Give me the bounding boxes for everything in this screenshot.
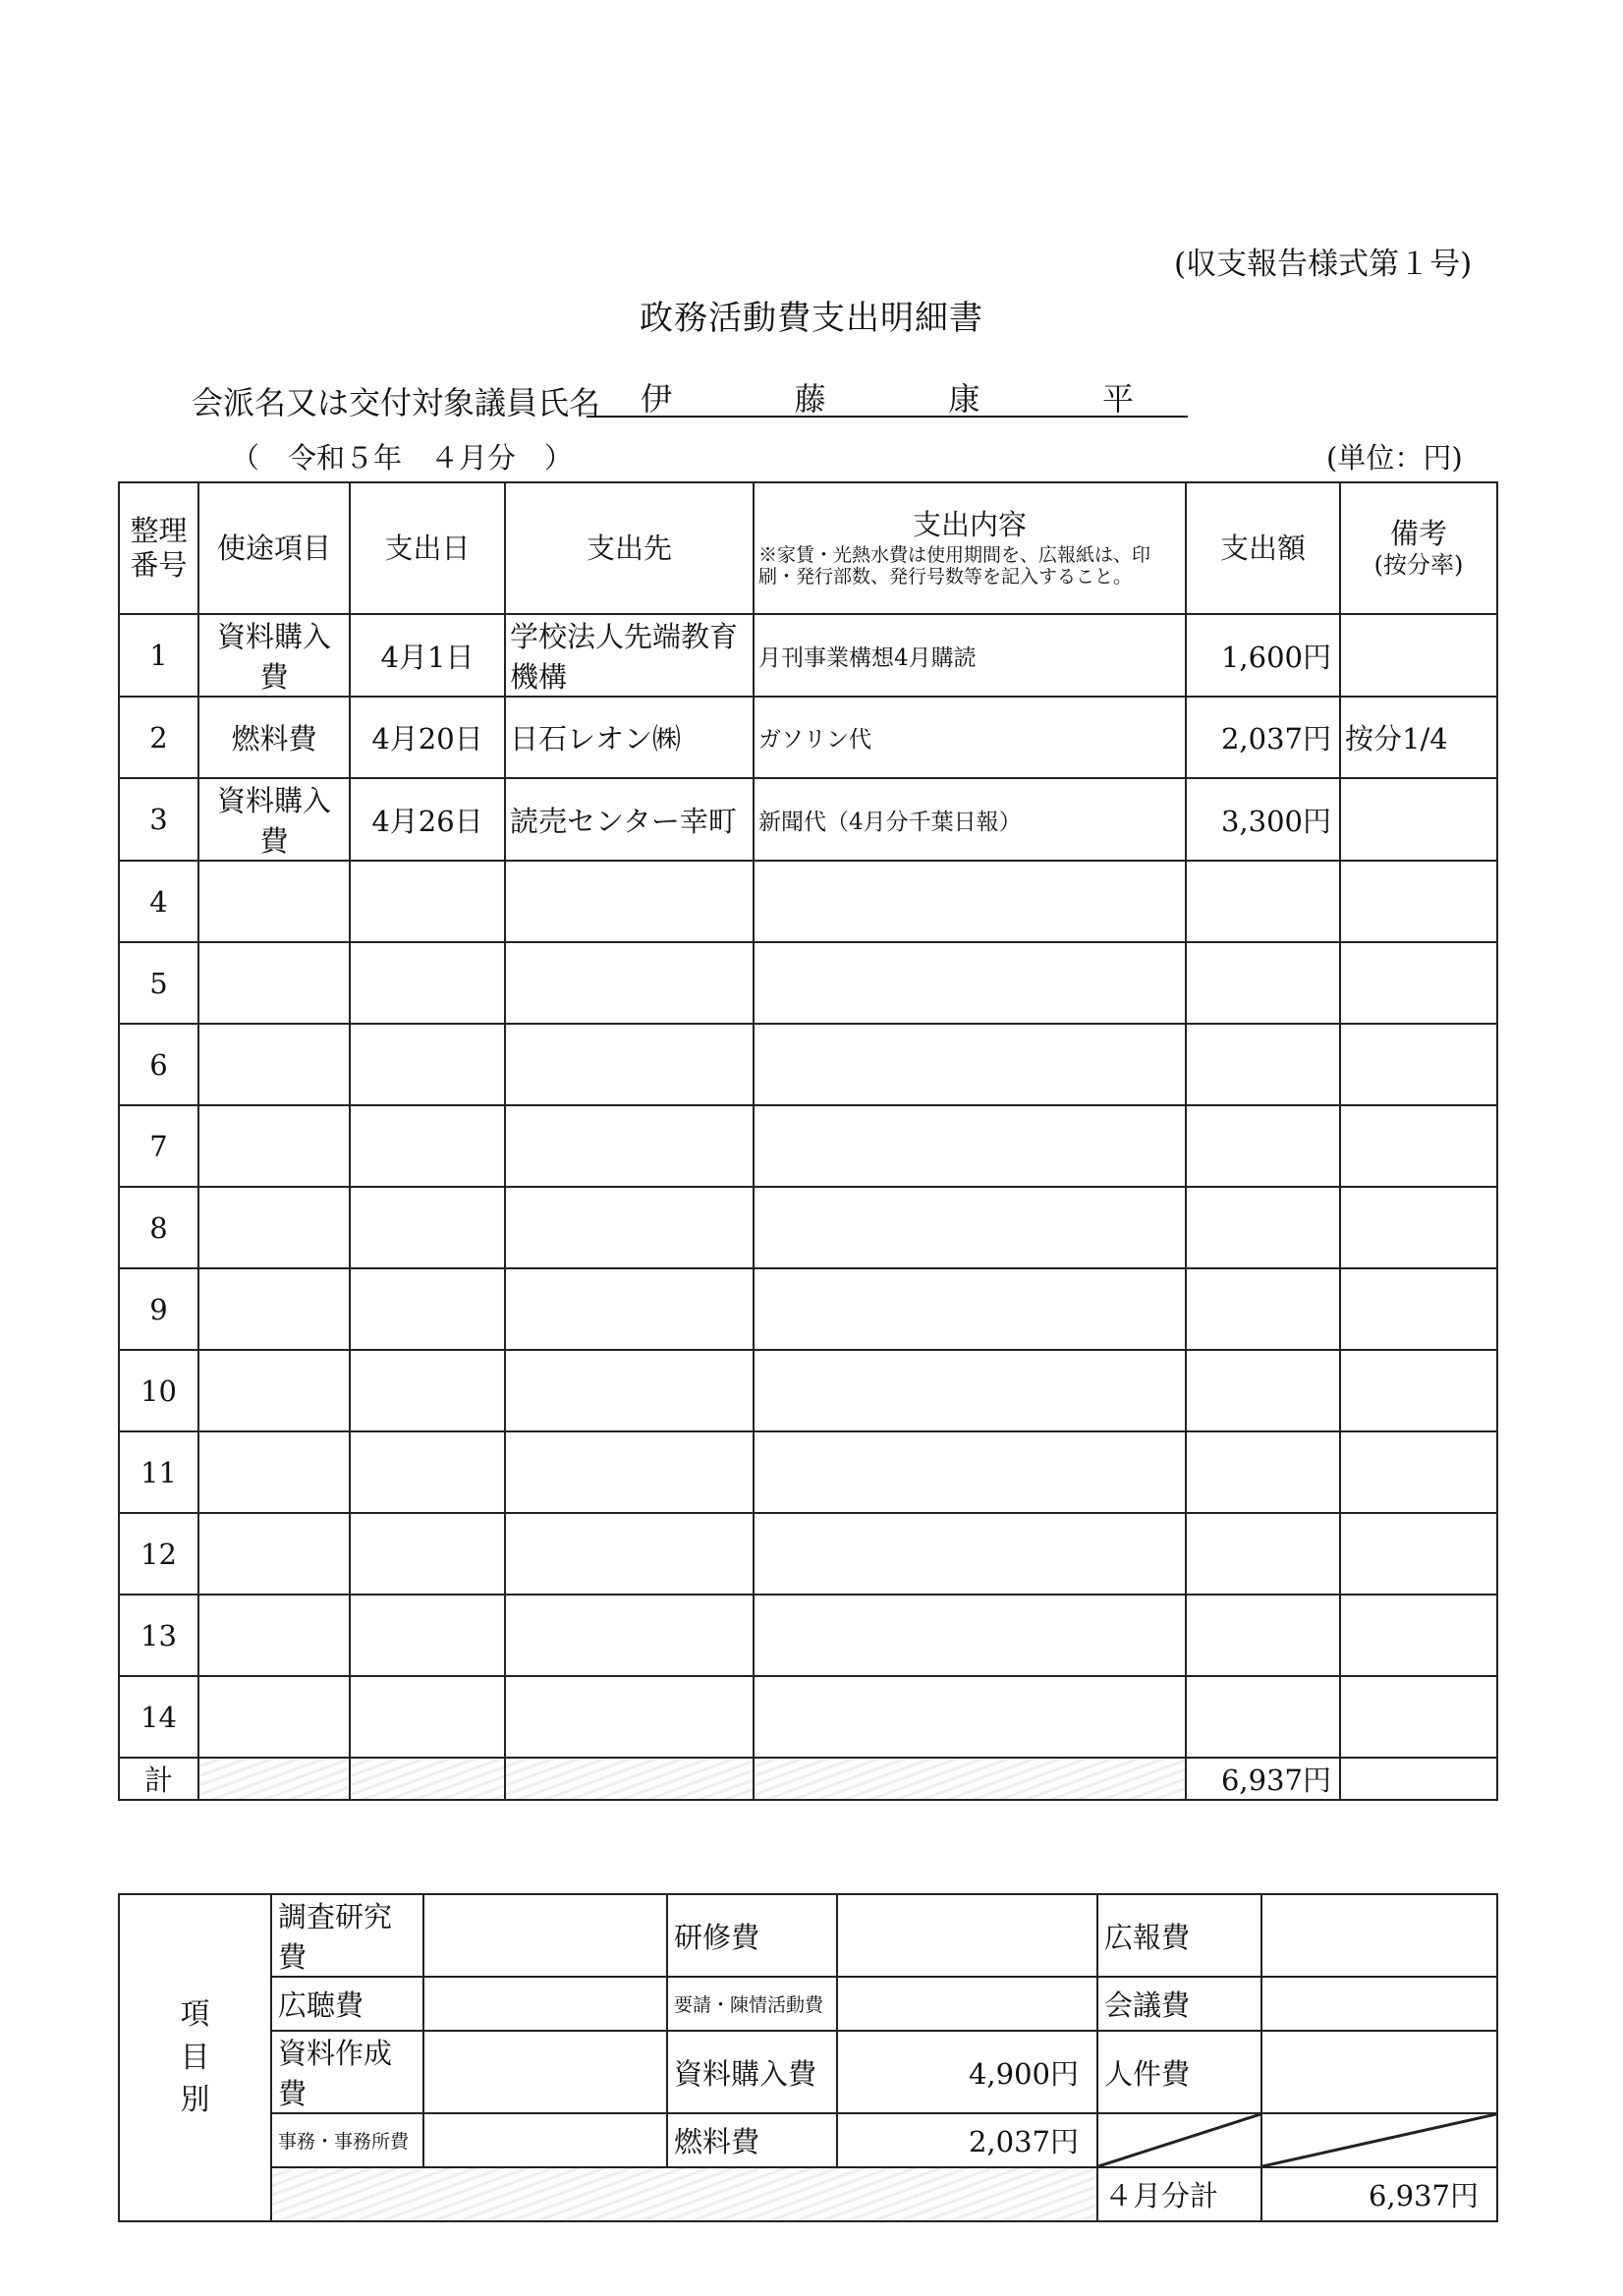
summary-label: 広聴費 [271,1977,423,2031]
header-content-note: ※家賃・光熱水費は使用期間を、広報紙は、印刷・発行部数、発行号数等を記入すること。 [758,543,1151,588]
summary-value [1261,2031,1497,2113]
row-remarks [1340,1024,1497,1105]
row-payee [505,1676,754,1758]
table-row [119,1350,1497,1431]
row-amount [1186,1024,1340,1105]
row-remarks [1340,942,1497,1024]
row-purpose: 資料購入費 [198,614,350,697]
table-header-row [119,482,1497,614]
row-purpose [198,861,350,942]
row-no: 4 [119,861,198,942]
expense-table [118,481,1498,1801]
row-content [754,1676,1186,1758]
table-row [119,861,1497,942]
row-date [350,1187,505,1268]
row-content [754,1350,1186,1431]
month-total-value: 6,937円 [1261,2167,1497,2221]
row-remarks [1340,1187,1497,1268]
header-content-label: 支出内容 [912,507,1027,541]
member-label: 会派名又は交付対象議員氏名 [192,384,601,421]
summary-label: 資料作成費 [271,2031,423,2113]
row-remarks [1340,1513,1497,1595]
table-row [119,1513,1497,1595]
row-amount [1186,1187,1340,1268]
row-content [754,1595,1186,1676]
header-date: 支出日 [350,482,505,614]
summary-row [119,1977,1497,2031]
summary-row [119,2031,1497,2113]
diagonal-line [1098,2114,1260,2166]
member-name [587,374,1188,418]
member-name-char: 康 [948,380,980,418]
header-remarks-sub: (按分率) [1373,551,1464,579]
summary-crossed-cell [1097,2113,1261,2167]
summary-value [423,2031,667,2113]
row-no: 14 [119,1676,198,1758]
summary-row-label-char: 項 [180,1997,210,2033]
row-no: 12 [119,1513,198,1595]
row-payee: 日石レオン㈱ [505,697,754,778]
row-remarks [1340,614,1497,697]
row-payee [505,1431,754,1513]
row-no: 5 [119,942,198,1024]
row-content [754,942,1186,1024]
summary-blank [271,2167,1097,2221]
row-date [350,1595,505,1676]
row-payee [505,1268,754,1350]
row-purpose: 資料購入費 [198,778,350,861]
row-content: 新聞代（4月分千葉日報） [754,778,1186,861]
table-row [119,1105,1497,1187]
member-name-char: 伊 [641,380,673,418]
summary-row [119,1894,1497,1977]
total-amount: 6,937円 [1186,1758,1340,1800]
summary-value [423,1977,667,2031]
table-row [119,1024,1497,1105]
row-no: 13 [119,1595,198,1676]
header-no: 整理番号 [119,482,198,614]
table-row [119,1595,1497,1676]
summary-label: 広報費 [1097,1894,1261,1977]
row-amount: 3,300円 [1186,778,1340,861]
row-payee [505,1105,754,1187]
row-content [754,1268,1186,1350]
member-name-char: 藤 [794,380,826,418]
row-purpose [198,1676,350,1758]
table-row [119,614,1497,697]
row-no: 11 [119,1431,198,1513]
row-date [350,1431,505,1513]
row-remarks [1340,1105,1497,1187]
form-code: (収支報告様式第１号) [1174,247,1473,282]
row-content: ガソリン代 [754,697,1186,778]
row-amount [1186,1595,1340,1676]
table-row [119,942,1497,1024]
header-content [754,482,1186,614]
summary-value [1261,1894,1497,1977]
row-no: 6 [119,1024,198,1105]
row-date [350,1676,505,1758]
table-row [119,1431,1497,1513]
report-period: （ 令和５年 ４月分 ） [231,441,574,475]
summary-label: 燃料費 [667,2113,837,2167]
summary-value [1261,1977,1497,2031]
total-blank [198,1758,350,1800]
table-row [119,1676,1497,1758]
row-remarks [1340,1268,1497,1350]
row-content [754,861,1186,942]
row-purpose [198,1024,350,1105]
header-purpose: 使途項目 [198,482,350,614]
row-content [754,1187,1186,1268]
row-amount [1186,1676,1340,1758]
row-content [754,1105,1186,1187]
row-remarks [1340,861,1497,942]
row-date [350,1513,505,1595]
row-content: 月刊事業構想4月購読 [754,614,1186,697]
row-content [754,1024,1186,1105]
header-remarks-label: 備考 [1389,517,1447,551]
row-remarks [1340,1595,1497,1676]
row-no: 9 [119,1268,198,1350]
row-remarks [1340,1431,1497,1513]
row-date: 4月20日 [350,697,505,778]
summary-row [119,2167,1497,2221]
table-row [119,1268,1497,1350]
summary-value: 2,037円 [837,2113,1097,2167]
summary-value: 4,900円 [837,2031,1097,2113]
total-blank [505,1758,754,1800]
summary-label: 人件費 [1097,2031,1261,2113]
row-amount [1186,861,1340,942]
row-content [754,1431,1186,1513]
summary-label: 資料購入費 [667,2031,837,2113]
month-total-label: ４月分計 [1097,2167,1261,2221]
total-remarks [1340,1758,1497,1800]
row-purpose [198,1350,350,1431]
row-date [350,1105,505,1187]
row-purpose [198,1431,350,1513]
row-remarks: 按分1/4 [1340,697,1497,778]
row-remarks [1340,778,1497,861]
row-amount [1186,1431,1340,1513]
total-row [119,1758,1497,1800]
row-payee [505,1024,754,1105]
row-payee [505,1350,754,1431]
row-payee [505,1595,754,1676]
row-amount: 1,600円 [1186,614,1340,697]
row-remarks [1340,1350,1497,1431]
row-amount: 2,037円 [1186,697,1340,778]
summary-crossed-cell [1261,2113,1497,2167]
table-row [119,778,1497,861]
summary-value [837,1894,1097,1977]
row-payee [505,1513,754,1595]
row-amount [1186,942,1340,1024]
row-no: 7 [119,1105,198,1187]
row-amount [1186,1268,1340,1350]
row-purpose [198,942,350,1024]
row-purpose [198,1187,350,1268]
header-remarks [1340,482,1497,614]
row-no: 2 [119,697,198,778]
row-amount [1186,1350,1340,1431]
row-date [350,1268,505,1350]
total-label: 計 [119,1758,198,1800]
row-no: 1 [119,614,198,697]
summary-row-label [119,1894,271,2221]
row-purpose: 燃料費 [198,697,350,778]
row-purpose [198,1595,350,1676]
header-payee: 支出先 [505,482,754,614]
row-payee: 学校法人先端教育機構 [505,614,754,697]
total-blank [754,1758,1186,1800]
row-payee [505,942,754,1024]
row-purpose [198,1105,350,1187]
row-content [754,1513,1186,1595]
row-no: 3 [119,778,198,861]
summary-value [837,1977,1097,2031]
summary-row-label-char: 別 [180,2083,210,2118]
row-purpose [198,1268,350,1350]
table-row [119,1187,1497,1268]
category-summary-table [118,1893,1498,2222]
row-payee [505,1187,754,1268]
total-blank [350,1758,505,1800]
row-amount [1186,1105,1340,1187]
summary-row [119,2113,1497,2167]
row-no: 10 [119,1350,198,1431]
summary-value [423,1894,667,1977]
row-payee: 読売センター幸町 [505,778,754,861]
summary-label: 事務・事務所費 [271,2113,423,2167]
row-date: 4月26日 [350,778,505,861]
row-payee [505,861,754,942]
diagonal-line [1262,2114,1496,2166]
row-amount [1186,1513,1340,1595]
summary-row-label-char: 目 [180,2040,210,2075]
unit-label: (単位：円) [1326,441,1463,475]
row-remarks [1340,1676,1497,1758]
row-date [350,1350,505,1431]
row-date: 4月1日 [350,614,505,697]
row-purpose [198,1513,350,1595]
summary-value [423,2113,667,2167]
row-no: 8 [119,1187,198,1268]
summary-label: 要請・陳情活動費 [667,1977,837,2031]
summary-label: 調査研究費 [271,1894,423,1977]
page-title: 政務活動費支出明細書 [640,299,983,338]
header-amount: 支出額 [1186,482,1340,614]
summary-label: 会議費 [1097,1977,1261,2031]
row-date [350,861,505,942]
summary-label: 研修費 [667,1894,837,1977]
table-row [119,697,1497,778]
row-date [350,1024,505,1105]
member-name-char: 平 [1101,380,1134,418]
row-date [350,942,505,1024]
